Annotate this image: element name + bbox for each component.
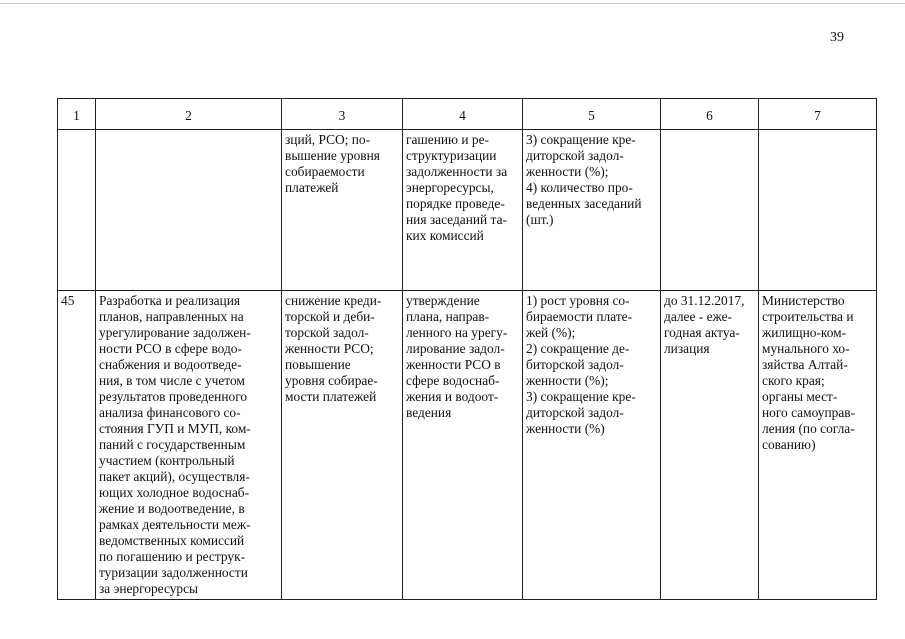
cell-line: 1) рост уровня со- bbox=[526, 293, 630, 308]
cell-deadline bbox=[661, 130, 759, 291]
cell-line: диторской задол- bbox=[526, 148, 624, 163]
cell-indicators bbox=[523, 291, 661, 600]
cell-result bbox=[403, 291, 523, 600]
cell-line: годная актуа- bbox=[664, 325, 740, 340]
cell-line: 3) сокращение кре- bbox=[526, 132, 636, 147]
cell-line: вышение уровня bbox=[285, 148, 380, 163]
column-number: 5 bbox=[523, 99, 661, 130]
cell-line: Министерство bbox=[762, 293, 845, 308]
column-number: 1 bbox=[58, 99, 96, 130]
cell-line: туризации задолженности bbox=[99, 565, 248, 580]
cell-line: ния заседаний та- bbox=[406, 212, 507, 227]
cell-line: женности (%) bbox=[526, 421, 605, 436]
cell-line: женности РСО в bbox=[406, 357, 501, 372]
cell-line: структуризации bbox=[406, 148, 497, 163]
cell-line: женности РСО; bbox=[285, 341, 374, 356]
cell-line: зяйства Алтай- bbox=[762, 357, 848, 372]
cell-line: лирование задол- bbox=[406, 341, 505, 356]
table-row-continuation bbox=[58, 130, 877, 291]
scan-edge-line bbox=[0, 3, 905, 4]
cell-line: энергоресурсы, bbox=[406, 180, 494, 195]
cell-line: ведения bbox=[406, 405, 452, 420]
column-number: 2 bbox=[96, 99, 282, 130]
cell-responsible bbox=[759, 130, 877, 291]
cell-line: (шт.) bbox=[526, 212, 554, 227]
cell-number bbox=[58, 130, 96, 291]
cell-line: паний с государственным bbox=[99, 437, 246, 452]
cell-line: снабжения и водоотведе- bbox=[99, 357, 242, 372]
cell-measure bbox=[96, 130, 282, 291]
cell-indicators bbox=[523, 130, 661, 291]
cell-measure bbox=[96, 291, 282, 600]
cell-line: жения и водоот- bbox=[406, 389, 499, 404]
cell-line: ского края; bbox=[762, 373, 825, 388]
column-number: 4 bbox=[403, 99, 523, 130]
cell-line: мости платежей bbox=[285, 389, 377, 404]
cell-line: ленного на урегу- bbox=[406, 325, 508, 340]
cell-line: платежей bbox=[285, 180, 339, 195]
cell-result bbox=[403, 130, 523, 291]
cell-line: Разработка и реализация bbox=[99, 293, 241, 308]
plan-table bbox=[57, 98, 877, 600]
column-number: 7 bbox=[759, 99, 877, 130]
cell-line: ющих холодное водоснаб- bbox=[99, 485, 250, 500]
table-row-45 bbox=[58, 291, 877, 600]
cell-line: ведомственных комиссий bbox=[99, 533, 245, 548]
cell-line: повышение bbox=[285, 357, 351, 372]
cell-line: гашению и ре- bbox=[406, 132, 489, 147]
cell-line: порядке проведе- bbox=[406, 196, 505, 211]
cell-line: участием (контрольный bbox=[99, 453, 235, 468]
column-number-row bbox=[58, 99, 877, 130]
cell-line: ности РСО в сфере водо- bbox=[99, 341, 242, 356]
cell-line: сованию) bbox=[762, 437, 816, 452]
cell-line: лизация bbox=[664, 341, 710, 356]
column-number: 6 bbox=[661, 99, 759, 130]
cell-line: ного самоуправ- bbox=[762, 405, 856, 420]
cell-line: торской задол- bbox=[285, 325, 369, 340]
cell-line: уровня собирае- bbox=[285, 373, 378, 388]
cell-line: биторской задол- bbox=[526, 357, 624, 372]
cell-line: жей (%); bbox=[526, 325, 576, 340]
cell-deadline bbox=[661, 291, 759, 600]
cell-line: утверждение bbox=[406, 293, 480, 308]
page-number: 39 bbox=[830, 30, 844, 45]
cell-line: результатов проведенного bbox=[99, 389, 248, 404]
cell-line: мунального хо- bbox=[762, 341, 850, 356]
cell-line: женности (%); bbox=[526, 373, 609, 388]
cell-line: ния, в том числе с учетом bbox=[99, 373, 245, 388]
cell-line: рамках деятельности меж- bbox=[99, 517, 251, 532]
cell-line: бираемости плате- bbox=[526, 309, 633, 324]
cell-line: органы мест- bbox=[762, 389, 838, 404]
cell-line: строительства и bbox=[762, 309, 854, 324]
cell-line: женности (%); bbox=[526, 164, 609, 179]
cell-line: снижение креди- bbox=[285, 293, 382, 308]
cell-line: собираемости bbox=[285, 164, 365, 179]
cell-goal bbox=[282, 291, 403, 600]
cell-line: плана, направ- bbox=[406, 309, 490, 324]
cell-line: жилищно-ком- bbox=[762, 325, 847, 340]
cell-line: за энергоресурсы bbox=[99, 581, 199, 596]
cell-line: по погашению и реструк- bbox=[99, 549, 246, 564]
cell-responsible bbox=[759, 291, 877, 600]
cell-number: 45 bbox=[58, 291, 96, 600]
cell-line: задолженности за bbox=[406, 164, 508, 179]
cell-line: веденных заседаний bbox=[526, 196, 642, 211]
cell-line: далее - еже- bbox=[664, 309, 733, 324]
cell-goal bbox=[282, 130, 403, 291]
cell-line: диторской задол- bbox=[526, 405, 624, 420]
cell-line: урегулирование задолжен- bbox=[99, 325, 251, 340]
cell-line: до 31.12.2017, bbox=[664, 293, 745, 308]
cell-line: ления (по согла- bbox=[762, 421, 855, 436]
cell-line: сфере водоснаб- bbox=[406, 373, 500, 388]
cell-line: стояния ГУП и МУП, ком- bbox=[99, 421, 251, 436]
cell-line: 2) сокращение де- bbox=[526, 341, 630, 356]
cell-line: 3) сокращение кре- bbox=[526, 389, 636, 404]
cell-line: ких комиссий bbox=[406, 228, 484, 243]
cell-line: зций, РСО; по- bbox=[285, 132, 371, 147]
cell-line: пакет акций), осуществля- bbox=[99, 469, 250, 484]
cell-line: планов, направленных на bbox=[99, 309, 244, 324]
cell-line: 4) количество про- bbox=[526, 180, 633, 195]
cell-line: торской и деби- bbox=[285, 309, 375, 324]
cell-line: анализа финансового со- bbox=[99, 405, 241, 420]
column-number: 3 bbox=[282, 99, 403, 130]
cell-line: жение и водоотведение, в bbox=[99, 501, 245, 516]
